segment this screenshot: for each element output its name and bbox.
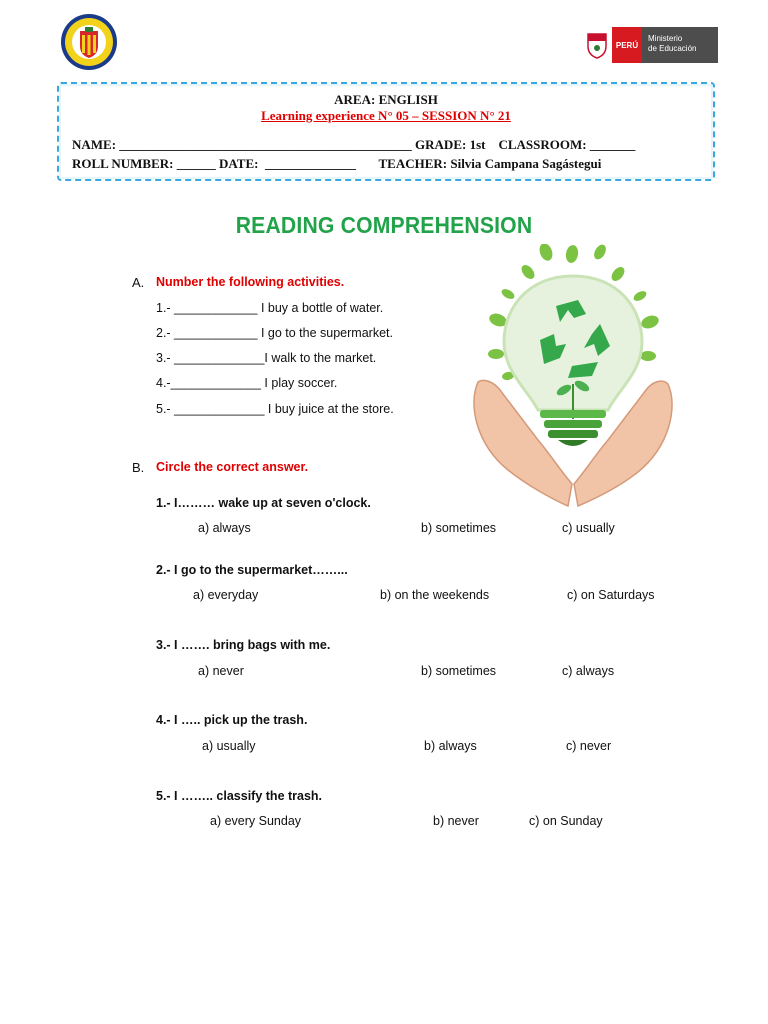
activity-item[interactable]: 3.- _____________I walk to the market. (156, 351, 377, 365)
peru-shield-icon (582, 27, 612, 63)
roll-line[interactable]: ROLL NUMBER: ______ DATE: ______________ TEACHER: Silvia Campana Sagástegui (72, 156, 602, 171)
area-line: AREA: ENGLISH (334, 92, 438, 107)
page-title: READING COMPREHENSION (235, 212, 533, 238)
school-logo (60, 13, 118, 71)
activity-item[interactable]: 1.- ____________ I buy a bottle of water. (156, 301, 384, 315)
section-a-letter: A. (132, 275, 145, 290)
answer-option-b[interactable]: b) sometimes (421, 521, 497, 535)
answer-option-a[interactable]: a) usually (202, 739, 256, 753)
recycling-bulb-illustration (468, 244, 678, 514)
section-b-instruction: Circle the correct answer. (156, 460, 309, 474)
answer-option-c[interactable]: c) on Saturdays (567, 588, 655, 602)
header-box (57, 82, 715, 181)
answer-option-a[interactable]: a) everyday (193, 588, 259, 602)
answer-option-b[interactable]: b) always (424, 739, 477, 753)
question-prompt: 2.- I go to the supermarket……... (156, 563, 348, 577)
question-prompt: 5.- I …….. classify the trash. (156, 789, 323, 803)
name-line[interactable]: NAME: _____________________________________________ GRADE: 1st CLASSROOM: _______ (72, 137, 636, 152)
ministry-logo (582, 27, 718, 63)
ministry-label (642, 27, 718, 63)
answer-option-c[interactable]: c) usually (562, 521, 615, 535)
peru-label: PERÚ (612, 27, 642, 63)
answer-option-b[interactable]: b) never (433, 814, 479, 828)
answer-option-a[interactable]: a) never (198, 664, 244, 678)
section-b-letter: B. (132, 460, 145, 475)
question-prompt: 1.- I……… wake up at seven o'clock. (156, 496, 371, 510)
activity-item[interactable]: 5.- _____________ I buy juice at the store. (156, 402, 394, 416)
answer-option-c[interactable]: c) on Sunday (529, 814, 603, 828)
answer-option-a[interactable]: a) every Sunday (210, 814, 302, 828)
answer-option-c[interactable]: c) never (566, 739, 612, 753)
session-line: Learning experience N° 05 – SESSION N° 21 (261, 108, 511, 123)
activity-item[interactable]: 2.- ____________ I go to the supermarket. (156, 326, 393, 340)
question-prompt: 4.- I ….. pick up the trash. (156, 713, 308, 727)
answer-option-a[interactable]: a) always (198, 521, 251, 535)
answer-option-b[interactable]: b) on the weekends (380, 588, 490, 602)
ministry-line-1: Ministerio (648, 34, 683, 43)
activity-item[interactable]: 4.-_____________ I play soccer. (156, 376, 338, 390)
answer-option-b[interactable]: b) sometimes (421, 664, 497, 678)
question-prompt: 3.- I ……. bring bags with me. (156, 638, 331, 652)
answer-option-c[interactable]: c) always (562, 664, 615, 678)
ministry-line-2: de Educación (648, 44, 697, 53)
section-a-instruction: Number the following activities. (156, 275, 345, 289)
